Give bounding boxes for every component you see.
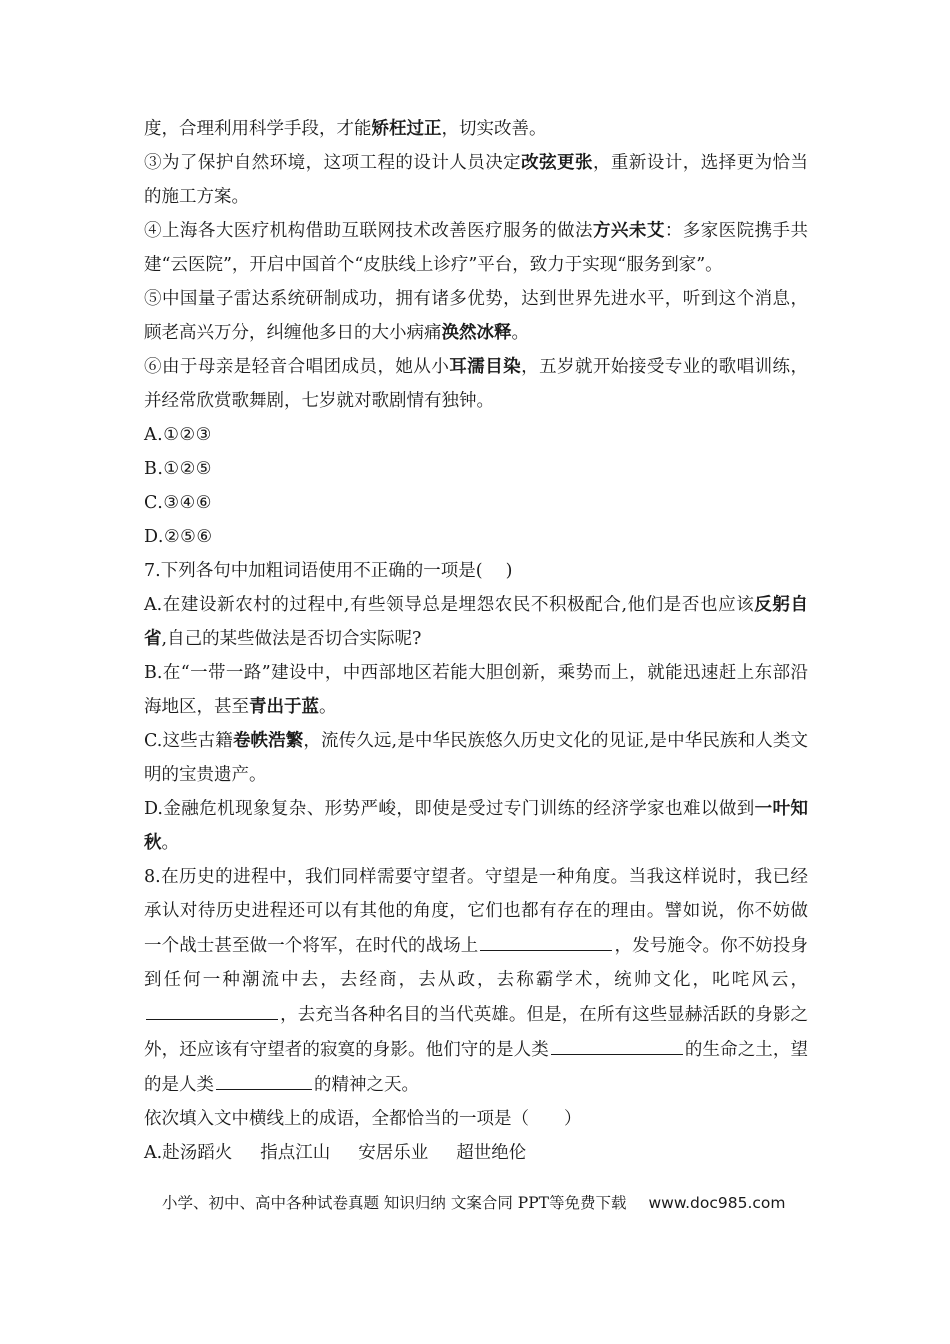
q7-option-a: A.在建设新农村的过程中,有些领导总是埋怨农民不积极配合,他们是否也应该反躬自省,自己的某些做法是否切合实际呢? xyxy=(144,595,808,649)
bold-idiom: 一叶知秋 xyxy=(144,799,809,853)
bold-idiom: 方兴未艾 xyxy=(592,221,665,241)
sentence-4: ④上海各大医疗机构借助互联网技术改善医疗服务的做法方兴未艾：多家医院携手共建“云医院”，开启中国首个“皮肤线上诊疗”平台，致力于实现“服务到家”。 xyxy=(144,221,809,275)
q6-option-b: B.①②⑤ xyxy=(144,459,212,479)
q8-passage: 8.在历史的进程中，我们同样需要守望者。守望是一种角度。当我这样说时，我已经承认对待历史进程还可以有其他的角度，它们也都有存在的理由。譬如说，你不妨做一个战士甚至做一个将军，在时代的战场上 ，发号施令。你不妨投身到任何一种潮流中去，去经商，去从政，去称霸学术，统帅文化，叱咤风云，，去充当各种名目的当代英雄。但是，在所有这些显赫活跃的身影之外，还应该有守望者的寂寞的身影。他们守的是人类 的生命之土，望的是人类 的精神之天。 xyxy=(144,867,809,1095)
bold-idiom: 反躬自省 xyxy=(144,595,808,649)
bold-idiom: 改弦更张 xyxy=(521,153,593,173)
sentence-6: ⑥由于母亲是轻音合唱团成员，她从小耳濡目染，五岁就开始接受专业的歌唱训练，并经常欣赏歌舞剧，七岁就对歌剧情有独钟。 xyxy=(144,357,809,411)
sentence-2-tail: 度，合理利用科学手段，才能矫枉过正，切实改善。 xyxy=(144,119,547,139)
q7-stem: 7.下列各句中加粗词语使用不正确的一项是( ) xyxy=(144,561,513,581)
sentence-5: ⑤中国量子雷达系统研制成功，拥有诸多优势，达到世界先进水平，听到这个消息，顾老高兴万分，纠缠他多日的大小病痛涣然冰释。 xyxy=(144,289,808,343)
bold-idiom: 青出于蓝 xyxy=(249,697,319,717)
option-word: 安居乐业 xyxy=(358,1143,429,1163)
bold-idiom: 涣然冰释 xyxy=(441,323,512,343)
sentence-3: ③为了保护自然环境，这项工程的设计人员决定改弦更张，重新设计，选择更为恰当的施工方案。 xyxy=(144,153,809,207)
page-footer xyxy=(162,1192,802,1214)
q6-option-d: D.②⑤⑥ xyxy=(144,527,213,547)
footer-text: 小学、初中、高中各种试卷真题 知识归纳 文案合同 PPT等免费下载 xyxy=(162,1194,627,1212)
footer-site-link[interactable]: www.doc985.com xyxy=(648,1194,786,1212)
q6-option-a: A.①②③ xyxy=(144,425,212,445)
q6-option-c: C.③④⑥ xyxy=(144,493,212,513)
fill-blank-2 xyxy=(146,997,278,1020)
q7-option-d: D.金融危机现象复杂、形势严峻，即使是受过专门训练的经济学家也难以做到一叶知秋。 xyxy=(144,799,809,853)
option-word: 赴汤蹈火 xyxy=(162,1143,233,1163)
question-content xyxy=(144,112,808,1170)
q8-option-a: A.赴汤蹈火 指点江山 安居乐业 超世绝伦 xyxy=(144,1143,527,1163)
fill-blank-3 xyxy=(551,1032,683,1055)
q7-option-c: C.这些古籍卷帙浩繁，流传久远,是中华民族悠久历史文化的见证,是中华民族和人类文明的宝贵遗产。 xyxy=(144,731,809,785)
option-word: 超世绝伦 xyxy=(456,1143,527,1163)
fill-blank-4 xyxy=(216,1067,312,1090)
fill-blank-1 xyxy=(480,928,612,951)
option-word: 指点江山 xyxy=(260,1143,331,1163)
q8-question: 依次填入文中横线上的成语，全都恰当的一项是（ ） xyxy=(144,1109,582,1129)
q7-option-b: B.在“一带一路”建设中，中西部地区若能大胆创新，乘势而上，就能迅速赶上东部沿海地区，甚至青出于蓝。 xyxy=(144,663,808,717)
bold-idiom: 耳濡目染 xyxy=(449,357,522,377)
bold-idiom: 卷帙浩繁 xyxy=(232,731,304,751)
bold-idiom: 矫枉过正 xyxy=(371,119,442,139)
